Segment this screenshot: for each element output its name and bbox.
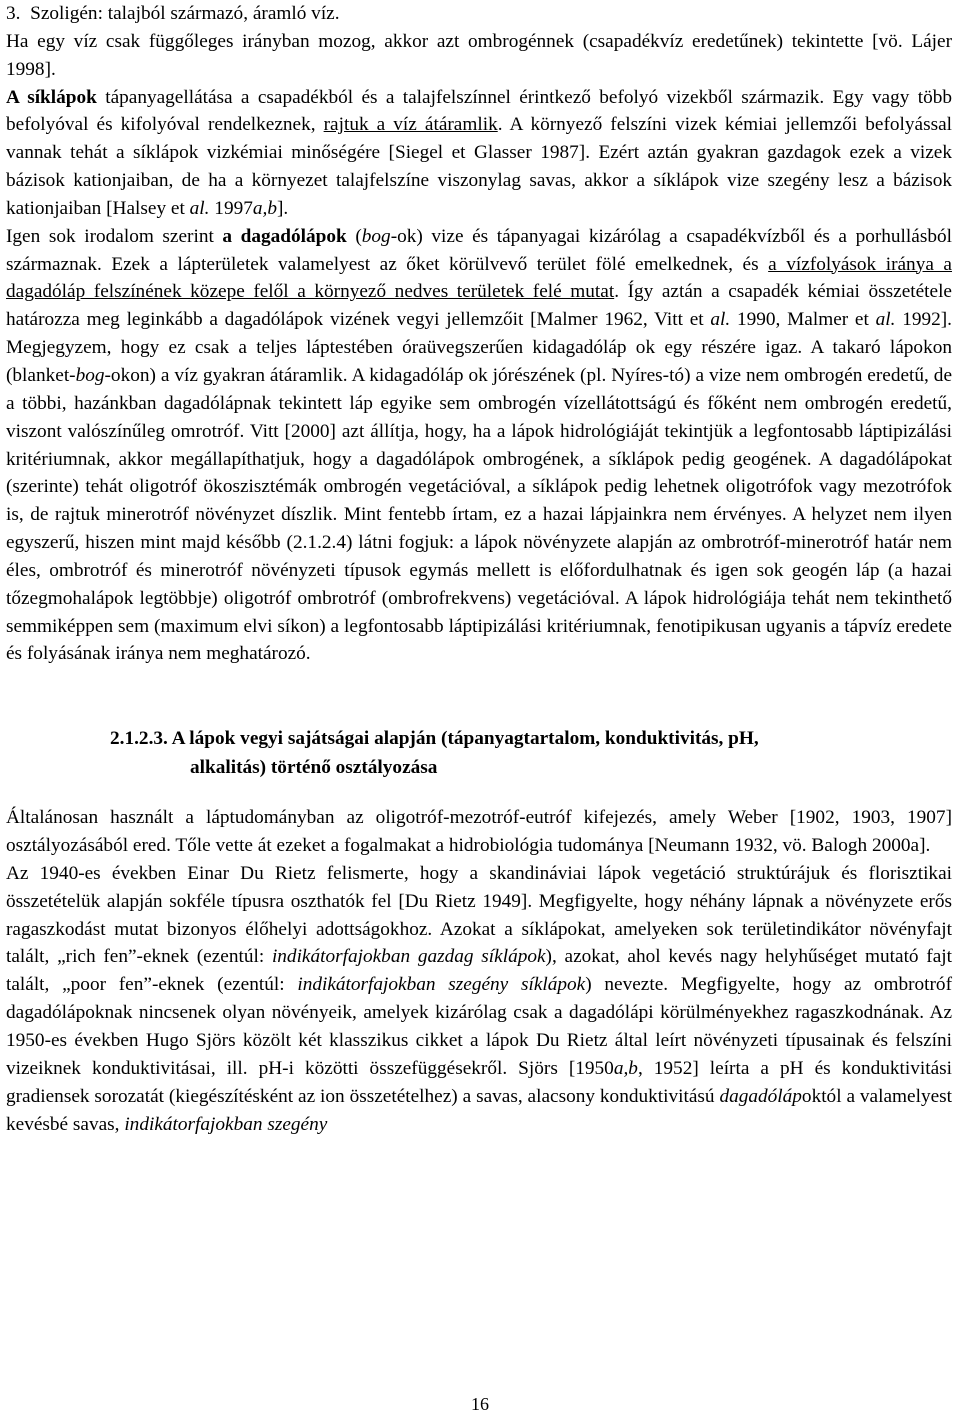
term-fens: A síklápok (6, 86, 97, 108)
term-bogs: a dagadólápok (222, 225, 347, 247)
list-item-soligenous: 3. Szoligén: talajból származó, áramló víz. (6, 3, 340, 24)
paragraph-fens: A síklápok tápanyagellátása a csapadékból és a talajfelszínnel érintkező befolyó vizekből származik. Egy vagy több befolyóval és kifolyóval rendelkeznek, rajtuk a víz átáramlik. A környező felszíni vizek kémiai jellemzői befolyással vannak tehát a síklápok vizkémiai minőségére [Siegel et Glasser 1987]. Ezért aztán gyakran gazdagok ezek a vizek bázisok kationjaiban, de ha a környezet talajfelszíne viszonylag savas, akkor a síklápok vize szegény lesz a bázisok kationjaiban [Halsey et al. 1997a,b]. (6, 86, 953, 219)
section-heading: 2.1.2.3. A lápok vegyi sajátságai alapján (tápanyagtartalom, konduktivitás, pH, alkalitás) történő osztályozása (110, 728, 759, 779)
paragraph-bogs: Igen sok irodalom szerint a dagadólápok (bog-ok) vize és tápanyagai kizárólag a csapadékvízből és a porhullásból származnak. Ezek a lápterületek valamelyest az őket körülvevő terület fölé emelkednek, és a vízfolyások iránya a dagadóláp felszínének közepe felől a környező nedves területek felé mutat. Így aztán a csapadék kémiai összetétele határozza meg leginkább a dagadólápok vizének vegyi jellemzőit [Malmer 1962, Vitt et al. 1990, Malmer et al. 1992]. Megjegyzem, hogy ez csak a teljes láptestében óraüvegszerűen kidagadóláp ok egy részére igaz. A takaró lápokon (blanket-bog-okon) a víz gyakran átáramlik. A kidagadóláp ok jórészének (pl. Nyíres-tó) a vize nem ombrogén eredetű, de a többi, hazánkban dagadólápnak tekintett láp egyike sem ombrogén vízellátottságú és főként nem ombrogén eredetű, viszont valószínűleg omrotróf. Vitt [2000] azt állítja, hogy, ha a lápok hidrológiáját tekintjük a legfontosabb láptipizálási kritériumnak, akkor megállapíthatjuk, hogy a dagadólápok ombrogének, a síklápok pedig geogének. A dagadólápokat (szerinte) tehát oligotróf ökoszisztémák ombrogén vegetációval, a síklápok pedig lehetnek oligotrófok vagy mezotrófok is, de rajtuk minerotróf növényzet díszlik. Mint fentebb írtam, ez a hazai lápjainkra nem érvényes. A helyzet nem ilyen egyszerű, hiszen mint majd később (2.1.2.4) látni fogjuk: a lápok növényzete alapján az ombrotróf-minerotróf határ nem éles, ombrotróf és minerotróf növényzeti típusok egymás mellett is előfordulhatnak és igen sok geogén láp (a hazai tőzegmohalápok legtöbbje) oligotróf ombrotróf (ombrofrekvens) vegetációval. A lápok hidrológiája tehát nem tekinthető semmiképpen sem (maximum elvi síkon) a legfontosabb láptipizálási kritériumnak, fenotipikusan ugyanis a tápvíz eredete és folyásának iránya nem meghatározó. (6, 225, 953, 665)
paragraph-weber: Általánosan használt a láptudományban az oligotróf-mezotróf-eutróf kifejezés, amely Weber [1902, 1903, 1907] osztályozásából ered. Tőle vette át ezeket a fogalmakat a hidrobiológia tudománya [Neumann 1932, vö. Balogh 2000a]. (6, 807, 952, 857)
page-number: 16 (471, 1394, 489, 1414)
paragraph-ombrogenous: Ha egy víz csak függőleges irányban mozog, akkor azt ombrogénnek (csapadékvíz eredetűnek) tekintette [vö. Lájer 1998]. (6, 30, 952, 80)
document-page (6, 0, 952, 1138)
paragraph-du-rietz: Az 1940-es években Einar Du Rietz felismerte, hogy a skandináviai lápok vegetáció struktúrájuk és florisztikai összetételük alapján sokféle típusra oszthatók fel [Du Rietz 1949]. Megfigyelte, hogy néhány lápnak a növényzete erős ragaszkodást mutat bizonyos élőhelyi adottságokhoz. Azokat a síklápokat, amelyeken sok területindikátor növényfajt talált, „rich fen”-eknek (ezentúl: indikátorfajokban gazdag síklápok), azokat, ahol kevés nagy helyhűséget mutató fajt talált, „poor fen”-eknek (ezentúl: indikátorfajokban szegény síklápok) nevezte. Megfigyelte, hogy az ombrotróf dagadólápoknak nincsenek olyan növényeik, amelyek kizárólag csak a dagadólápi körülményekhez ragaszkodnának. Az 1950-es években Hugo Sjörs közölt két klasszikus cikket a lápok Du Rietz által leírt növényzeti típusainak és felszíni vizeiknek konduktivitásai, ill. pH-i közötti összefüggésekről. Sjörs [1950a,b, 1952] leírta a pH és konduktivitási gradiensek sorozatát (kiegészítésként az ion összetételhez) a savas, alacsony konduktivitású dagadólápoktól a valamelyest kevésbé savas, indikátorfajokban szegény (6, 862, 953, 1135)
underlined-phrase: rajtuk a víz átáramlik (323, 114, 498, 136)
underlined-phrase: a vízfolyások iránya a dagadóláp felszínének közepe felől a környező nedves területek felé mutat (6, 253, 952, 303)
